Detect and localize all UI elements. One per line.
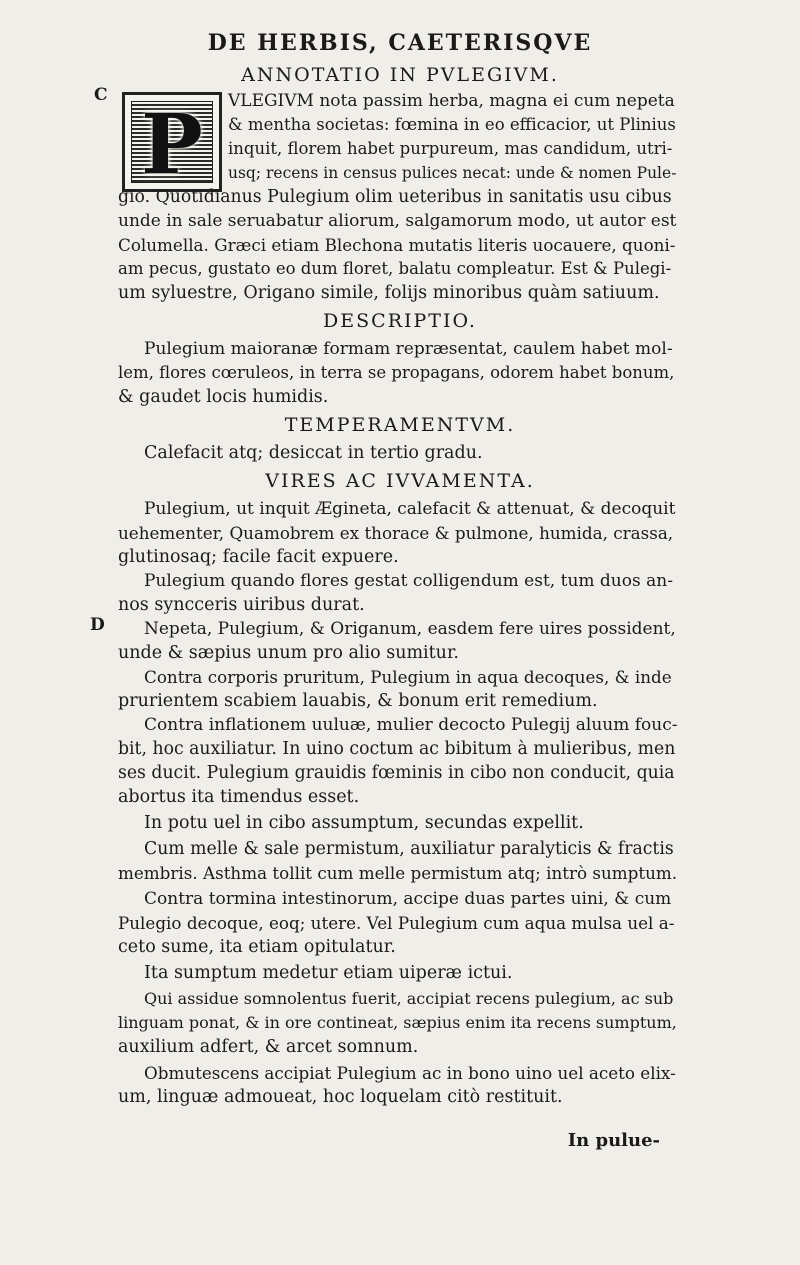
text-line: am pecus, gustato eo dum floret, balatu compleatur. Est & Pulegi- [118, 259, 672, 278]
text-line: bit, hoc auxiliatur. In uino coctum ac bibitum à mulieribus, men [118, 739, 676, 759]
decorated-initial [122, 92, 222, 192]
text-line: gio. Quotidianus Pulegium olim ueteribus in sanitatis usu cibus [118, 187, 672, 207]
running-head: DE HERBIS, CAETERISQVE [207, 30, 593, 56]
section-heading-descriptio: DESCRIPTIO. [323, 310, 477, 332]
text-line: In potu uel in cibo assumptum, secundas expellit. [144, 813, 584, 833]
text-line: abortus ita timendus esset. [118, 787, 360, 807]
section-heading-vires: VIRES AC IVVAMENTA. [265, 470, 535, 492]
initial-letter: P [141, 97, 203, 193]
text-line: Nepeta, Pulegium, & Origanum, easdem fere uires possident, [144, 619, 676, 639]
text-line: Contra inflationem uuluæ, mulier decocto Pulegij aluum fouc- [144, 715, 678, 735]
text-line: unde & sæpius unum pro alio sumitur. [118, 643, 459, 663]
text-line: um syluestre, Origano simile, folijs minoribus quàm satiuum. [118, 283, 660, 303]
text-line: VLEGIVM nota passim herba, magna ei cum nepeta [228, 91, 675, 111]
text-line: & gaudet locis humidis. [118, 387, 329, 407]
text-line: ceto sume, ita etiam opitulatur. [118, 937, 396, 957]
text-line: auxilium adfert, & arcet somnum. [118, 1037, 419, 1057]
text-line: Pulegium maioranæ formam repræsentat, caulem habet mol- [144, 339, 673, 359]
margin-letter-d: D [90, 615, 105, 635]
text-line: usq; recens in census pulices necat: unde & nomen Pule- [228, 164, 677, 182]
text-line: Cum melle & sale permistum, auxiliatur paralyticis & fractis [144, 839, 674, 859]
text-line: glutinosaq; facile facit expuere. [118, 547, 399, 567]
text-line: um, linguæ admoueat, hoc loquelam citò restituit. [118, 1087, 563, 1107]
text-line: ses ducit. Pulegium grauidis fœminis in cibo non conducit, quia [118, 763, 675, 783]
text-line: & mentha societas: fœmina in eo efficacior, ut Plinius [228, 115, 676, 134]
text-line: nos syncceris uiribus durat. [118, 595, 365, 615]
text-line: Obmutescens accipiat Pulegium ac in bono uino uel aceto elix- [144, 1063, 676, 1083]
text-line: Qui assidue somnolentus fuerit, accipiat recens pulegium, ac sub [144, 989, 674, 1008]
text-line: linguam ponat, & in ore contineat, sæpius enim ita recens sumptum, [118, 1013, 677, 1032]
section-heading-annotatio: ANNOTATIO IN PVLEGIVM. [241, 64, 559, 86]
text-line: lem, flores cœruleos, in terra se propagans, odorem habet bonum, [118, 363, 675, 382]
text-line: Ita sumptum medetur etiam uiperæ ictui. [144, 963, 513, 983]
text-line: inquit, florem habet purpureum, mas candidum, utri- [228, 139, 673, 158]
text-line: Calefacit atq; desiccat in tertio gradu. [144, 443, 483, 463]
text-line: Contra tormina intestinorum, accipe duas partes uini, & cum [144, 889, 672, 909]
text-line: Pulegio decoque, eoq; utere. Vel Pulegium cum aqua mulsa uel a- [118, 913, 675, 933]
text-line: prurientem scabiem lauabis, & bonum erit remedium. [118, 691, 598, 711]
text-line: Pulegium, ut inquit Ægineta, calefacit & attenuat, & decoquit [144, 499, 676, 519]
text-line: Pulegium quando flores gestat colligendum est, tum duos an- [144, 571, 673, 591]
text-line: Columella. Græci etiam Blechona mutatis literis uocauere, quoni- [118, 235, 676, 255]
text-line: Contra corporis pruritum, Pulegium in aqua decoques, & inde [144, 667, 672, 687]
section-heading-temperamentum: TEMPERAMENTVM. [284, 414, 516, 436]
text-line: membris. Asthma tollit cum melle permistum atq; intrò sumptum. [118, 863, 678, 883]
text-line: unde in sale seruabatur aliorum, salgamorum modo, ut autor est [118, 211, 677, 231]
catchword: In pulue- [567, 1130, 660, 1151]
text-line: uehementer, Quamobrem ex thorace & pulmone, humida, crassa, [118, 523, 674, 543]
margin-letter-c: C [94, 85, 108, 105]
